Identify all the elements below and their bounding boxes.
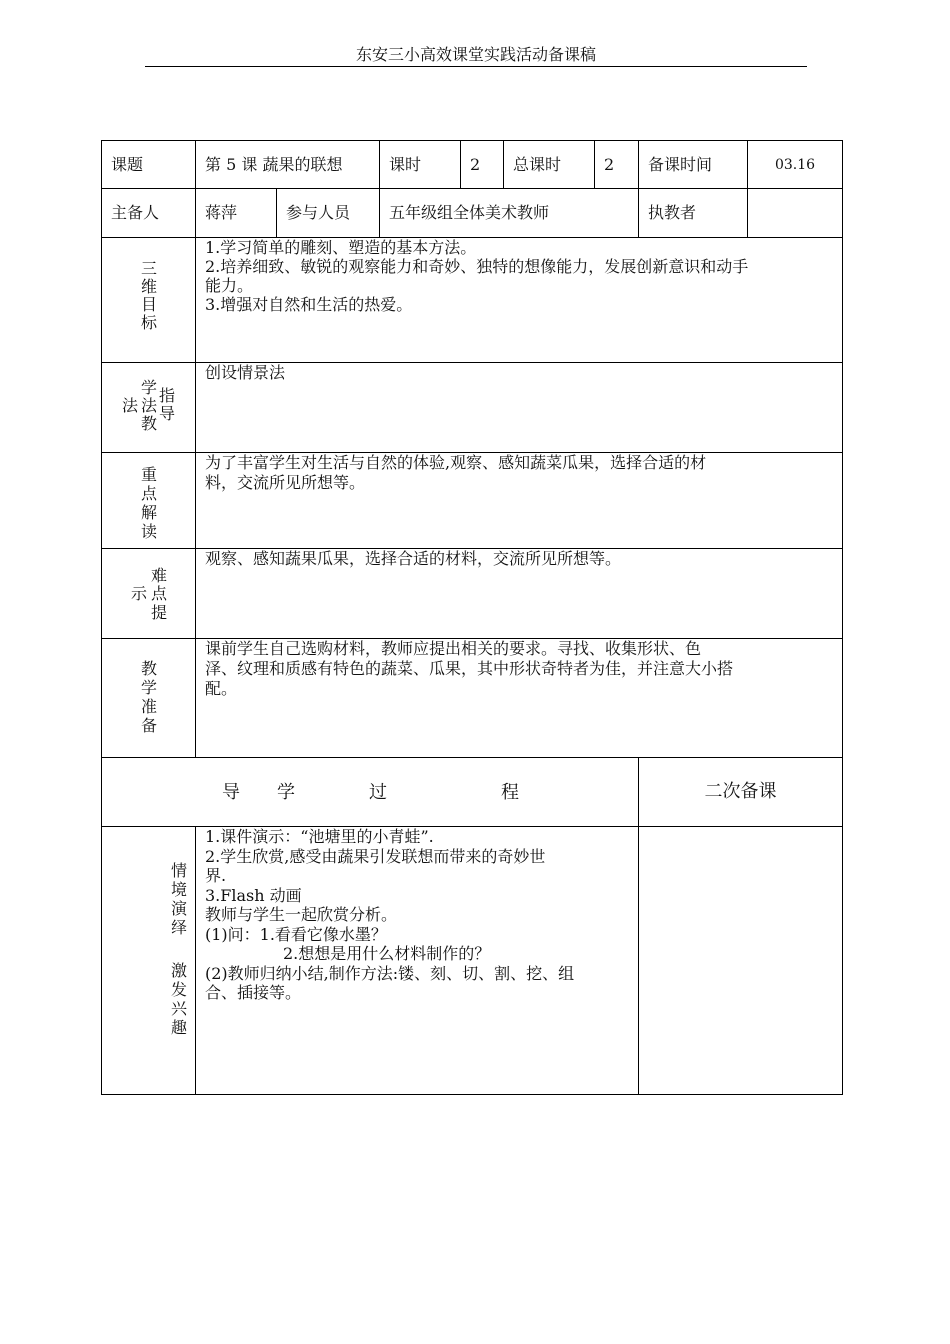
process-label-char: 兴 (170, 999, 187, 1018)
difficulty-label-char: 示 (130, 584, 147, 603)
total-hours-label-text: 总课时 (513, 154, 562, 174)
method-label-char: 学 (140, 378, 157, 397)
prep-time-label-text: 备课时间 (648, 154, 713, 174)
preparation-label-char: 教 (140, 659, 157, 678)
goals-label-char: 三 (140, 259, 157, 278)
process-line: 2.想想是用什么材料制作的？ (283, 944, 491, 963)
preparation-label (140, 659, 158, 735)
process-line: 界. (205, 866, 227, 885)
goals-label-char: 维 (140, 277, 157, 296)
preparation-label-char: 备 (140, 716, 157, 735)
goals-label (140, 260, 158, 332)
process-line: 合、插接等。 (205, 983, 302, 1002)
second-prep-content[interactable] (638, 826, 843, 1095)
process-line: 2.学生欣赏,感受由蔬果引发联想而带来的奇妙世 (205, 846, 546, 866)
difficulty-label-b (130, 585, 148, 603)
key-points-line: 为了丰富学生对生活与自然的体验,观察、感知蔬菜瓜果，选择合适的材 (205, 453, 707, 472)
prep-time-value-text: 03.16 (774, 156, 816, 173)
teacher-label-text: 执教者 (648, 203, 697, 222)
key-points-line: 料，交流所见所想等。 (205, 473, 366, 492)
method-label-char: 法 (121, 396, 138, 415)
key-points-label-char: 点 (140, 484, 157, 503)
key-points-label (140, 465, 158, 541)
key-points-label-char: 读 (140, 522, 157, 541)
hours-label (379, 140, 461, 189)
goals-line: 1.学习简单的雕刻、塑造的基本方法。 (205, 238, 477, 257)
page-header: 东安三小高效课堂实践活动备课稿 (355, 45, 596, 64)
difficulty-label-a (150, 567, 168, 585)
process-line: 1.课件演示：“池塘里的小青蛙”. (205, 827, 434, 846)
key-points-content (195, 452, 843, 549)
method-label-char: 导 (158, 404, 175, 423)
key-points-label-char: 重 (140, 465, 157, 484)
method-label-char: 法 (140, 396, 157, 415)
participants-label (276, 188, 380, 238)
process-header-char: 过 (369, 782, 387, 803)
hours-value-text: 2 (470, 154, 481, 174)
teacher-label (638, 188, 748, 238)
hours-label-text: 课时 (389, 154, 422, 174)
process-header-cell (101, 757, 639, 827)
goals-label-char: 目 (140, 295, 157, 314)
key-points-label-cell (101, 452, 196, 549)
method-label-cell (101, 362, 196, 453)
goals-label-char: 标 (140, 313, 157, 332)
difficulty-label-cell (101, 548, 196, 639)
participants-value-text: 五年级组全体美术教师 (389, 203, 550, 222)
goals-content (195, 237, 843, 363)
process-label-char: 激 (170, 961, 187, 980)
process-label-char: 情 (170, 861, 187, 880)
method-label-char: 教 (140, 414, 157, 433)
process-line: (1)问：1.看看它像水墨？ (205, 924, 387, 944)
process-label-2 (170, 961, 188, 1037)
topic-label (101, 140, 196, 189)
second-prep-header (638, 757, 843, 827)
difficulty-label-c (150, 585, 168, 603)
process-label-char: 趣 (170, 1018, 187, 1037)
process-header-char: 程 (501, 782, 519, 803)
lead-preparer-value-text: 蒋萍 (205, 203, 238, 222)
process-line: (2)教师归纳小结,制作方法:镂、刻、切、割、挖、组 (205, 963, 575, 983)
goals-line: 2.培养细致、敏锐的观察能力和奇妙、独特的想像能力，发展创新意识和动手 (205, 257, 749, 276)
process-line: 3.Flash 动画 (205, 885, 302, 905)
difficulty-label-char: 提 (150, 603, 167, 622)
process-label-char: 绎 (170, 918, 187, 937)
process-content (195, 826, 639, 1095)
goals-line: 3.增强对自然和生活的热爱。 (205, 295, 413, 314)
difficulty-text: 观察、感知蔬果瓜果，选择合适的材料，交流所见所想等。 (205, 549, 622, 568)
lead-preparer-label-text: 主备人 (111, 203, 160, 222)
method-text: 创设情景法 (205, 363, 286, 382)
process-label-char: 发 (170, 980, 187, 999)
teacher-value (747, 188, 843, 238)
participants-label-text: 参与人员 (286, 203, 351, 222)
goals-line: 能力。 (205, 276, 254, 295)
preparation-line: 课前学生自己选购材料，教师应提出相关的要求。寻找、收集形状、色 (205, 639, 702, 658)
second-prep-header-text: 二次备课 (704, 781, 777, 802)
difficulty-label-char: 点 (150, 584, 167, 603)
method-content (195, 362, 843, 453)
process-header-char: 学 (277, 782, 295, 803)
method-label-c (158, 387, 176, 423)
header-rule (145, 66, 807, 67)
difficulty-label-d (150, 604, 168, 622)
preparation-line: 泽、纹理和质感有特色的蔬菜、瓜果，其中形状奇特者为佳，并注意大小搭 (205, 659, 734, 678)
preparation-content (195, 638, 843, 758)
topic-label-text: 课题 (111, 154, 144, 174)
preparation-line: 配。 (205, 679, 238, 698)
process-line: 教师与学生一起欣赏分析。 (205, 905, 398, 924)
total-hours-value-text: 2 (604, 154, 615, 174)
prep-time-label (638, 140, 748, 189)
difficulty-label-char: 难 (150, 566, 167, 585)
topic-value (195, 140, 380, 189)
lead-preparer-value (195, 188, 277, 238)
preparation-label-char: 准 (140, 697, 157, 716)
preparation-label-char: 学 (140, 678, 157, 697)
total-hours-label (503, 140, 595, 189)
hours-value (460, 140, 504, 189)
lead-preparer-label (101, 188, 196, 238)
preparation-label-cell (101, 638, 196, 758)
method-label-b (121, 397, 139, 415)
method-label-a (140, 379, 158, 433)
process-label-char: 演 (170, 899, 187, 918)
total-hours-value (594, 140, 639, 189)
prep-time-value (747, 140, 843, 189)
key-points-label-char: 解 (140, 503, 157, 522)
topic-value-text: 第 5 课 蔬果的联想 (205, 154, 343, 174)
participants-value (379, 188, 639, 238)
process-label-1 (170, 861, 188, 937)
process-label-cell (101, 826, 196, 1095)
goals-label-cell (101, 237, 196, 363)
difficulty-content (195, 548, 843, 639)
method-label-char: 指 (158, 386, 175, 405)
process-header-char: 导 (222, 782, 240, 803)
process-label-char: 境 (170, 880, 187, 899)
